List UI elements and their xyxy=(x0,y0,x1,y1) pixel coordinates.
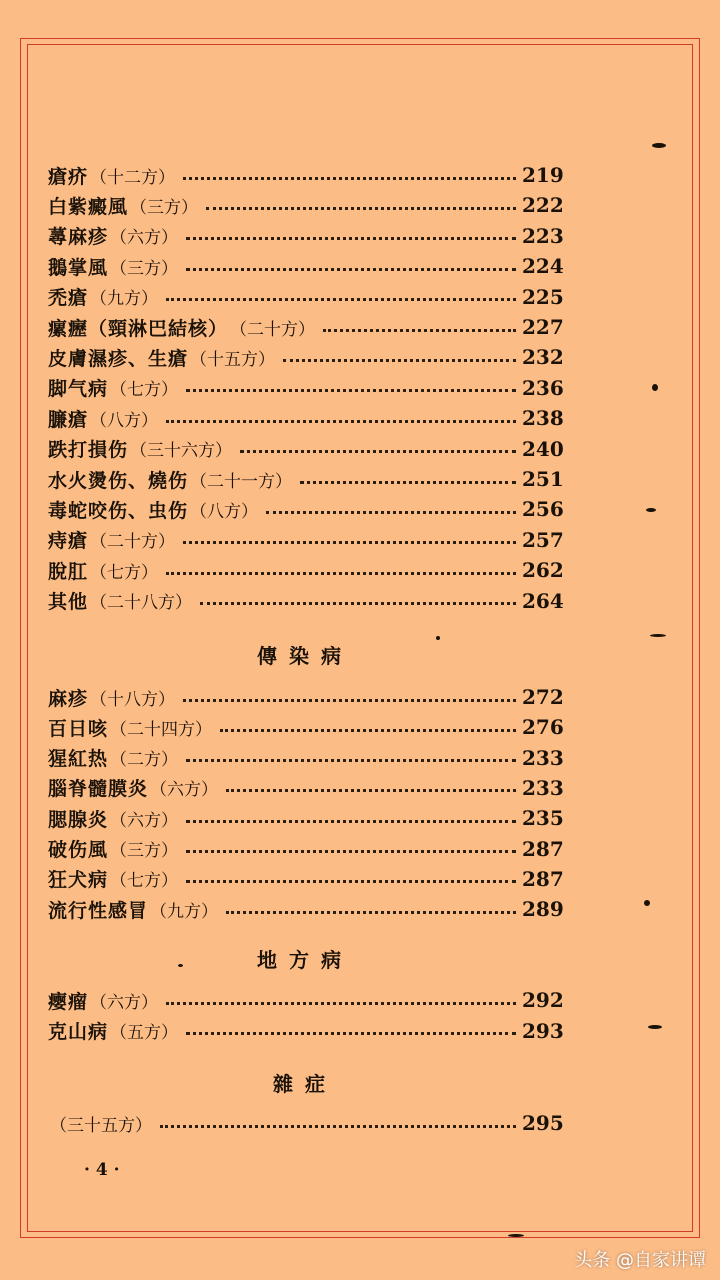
toc-entry-formula-count: （九方） xyxy=(90,289,159,310)
toc-entry-title: 水火燙伤、燒伤 xyxy=(48,469,189,492)
dot-leader xyxy=(226,789,516,792)
toc-entry-formula-count: （六方） xyxy=(110,810,179,831)
toc-entry-title: 脫肛 xyxy=(48,560,89,583)
toc-entry-formula-count: （三十五方） xyxy=(50,1115,152,1136)
dot-leader xyxy=(166,298,516,301)
dot-leader xyxy=(183,541,516,544)
toc-entry-formula-count: （三十六方） xyxy=(130,441,233,462)
toc-entry xyxy=(48,712,564,742)
toc-entry-formula-count: （五方） xyxy=(110,1023,179,1043)
toc-entry-title: 狂犬病 xyxy=(48,869,109,892)
toc-entry-formula-count: （三方） xyxy=(130,197,199,218)
toc-entry xyxy=(48,985,564,1015)
toc-entry-page-number: 293 xyxy=(522,1018,564,1043)
toc-entry-formula-count: （八方） xyxy=(90,410,159,431)
toc-entry xyxy=(48,403,564,433)
dot-leader xyxy=(166,420,516,423)
ink-speck xyxy=(650,634,666,637)
section-title-miscellaneous: 雜症 xyxy=(273,1072,337,1096)
toc-entry-page-number: 256 xyxy=(522,497,564,522)
toc-entry-title: 鵝掌風 xyxy=(48,256,109,279)
toc-entry-formula-count: （六方） xyxy=(150,780,219,801)
dot-leader xyxy=(283,359,516,362)
toc-entry-page-number: 224 xyxy=(522,254,564,279)
toc-entry xyxy=(48,221,564,251)
toc-entry-formula-count: （二十一方） xyxy=(190,471,293,492)
toc-entry-title: 破伤風 xyxy=(48,839,109,861)
dot-leader xyxy=(160,1125,516,1128)
dot-leader xyxy=(206,207,516,210)
dot-leader xyxy=(200,602,516,605)
toc-entry-title: 瘡疥 xyxy=(48,165,89,188)
toc-entry xyxy=(48,1016,564,1046)
page-number: · 4 · xyxy=(84,1160,120,1180)
toc-entry xyxy=(48,586,564,616)
dot-leader xyxy=(183,699,516,702)
toc-entry-page-number: 262 xyxy=(522,558,564,583)
toc-entry-title: 瘰癧（頸淋巴結核） xyxy=(48,317,229,340)
toc-entry-page-number: 222 xyxy=(522,193,564,218)
toc-entry-formula-count: （七方） xyxy=(110,380,179,401)
toc-entry xyxy=(48,494,564,524)
toc-entry-page-number: 289 xyxy=(522,897,564,922)
toc-entry-formula-count: （七方） xyxy=(90,562,159,583)
toc-entry-title: 猩紅热 xyxy=(48,748,109,771)
toc-entry-title: 禿瘡 xyxy=(48,287,89,310)
ink-speck xyxy=(178,964,183,967)
toc-entry-formula-count: （二方） xyxy=(110,750,179,771)
toc-entry xyxy=(48,342,564,372)
dot-leader xyxy=(186,820,516,823)
toc-entry-page-number: 292 xyxy=(522,988,564,1012)
toc-entry xyxy=(48,1108,564,1138)
toc-entry-page-number: 236 xyxy=(522,375,564,400)
dot-leader xyxy=(186,237,516,240)
toc-entry-page-number: 225 xyxy=(522,284,564,309)
toc-entry-formula-count: （十五方） xyxy=(190,349,276,370)
ink-speck xyxy=(646,508,656,512)
toc-entry-title: 跌打損伤 xyxy=(48,439,129,462)
toc-entry-formula-count: （九方） xyxy=(150,901,219,922)
dot-leader xyxy=(300,481,516,484)
toc-entry-title: 腮腺炎 xyxy=(48,808,109,831)
toc-entry-formula-count: （二十四方） xyxy=(110,719,213,740)
toc-entry-title: 毒蛇咬伤、虫伤 xyxy=(48,499,189,522)
toc-entry xyxy=(48,894,564,924)
toc-entry-page-number: 264 xyxy=(522,588,564,613)
dot-leader xyxy=(266,511,516,514)
toc-entry-formula-count: （二十八方） xyxy=(90,593,193,614)
toc-entry-page-number: 251 xyxy=(522,467,564,491)
toc-entry xyxy=(48,464,564,494)
toc-entry-page-number: 287 xyxy=(522,866,564,891)
toc-entry-page-number: 295 xyxy=(522,1111,564,1135)
toc-entry-page-number: 287 xyxy=(522,836,564,861)
toc-entry-formula-count: （三方） xyxy=(110,841,179,861)
toc-entry-page-number: 233 xyxy=(522,775,564,800)
toc-entry-formula-count: （八方） xyxy=(190,501,259,522)
dot-leader xyxy=(240,450,516,453)
toc-entry xyxy=(48,251,564,281)
toc-entry-page-number: 235 xyxy=(522,806,564,831)
dot-leader xyxy=(166,1002,516,1005)
ink-speck xyxy=(436,636,440,640)
toc-entry xyxy=(48,773,564,803)
toc-entry xyxy=(48,555,564,585)
toc-entry-page-number: 272 xyxy=(522,685,564,709)
dot-leader xyxy=(186,1032,516,1035)
dot-leader xyxy=(226,911,516,914)
toc-entry-formula-count: （六方） xyxy=(110,228,179,249)
toc-entry-page-number: 219 xyxy=(522,163,564,187)
toc-entry-formula-count: （十二方） xyxy=(90,167,176,188)
dot-leader xyxy=(186,850,516,853)
toc-entry-title: 脚气病 xyxy=(48,378,109,401)
toc-entry-title: 蕁麻疹 xyxy=(48,226,109,249)
toc-entry xyxy=(48,525,564,555)
toc-entry-formula-count: （十八方） xyxy=(90,689,176,710)
toc-entry-title: 克山病 xyxy=(48,1021,109,1043)
dot-leader xyxy=(220,729,516,732)
toc-entry-page-number: 232 xyxy=(522,345,564,370)
toc-entry-title: 百日咳 xyxy=(48,717,109,740)
toc-entry-formula-count: （三方） xyxy=(110,258,179,279)
toc-entry xyxy=(48,743,564,773)
ink-speck xyxy=(652,384,658,391)
toc-entry-title: 臁瘡 xyxy=(48,408,89,431)
toc-entry xyxy=(48,834,564,864)
toc-entry xyxy=(48,864,564,894)
toc-entry-page-number: 227 xyxy=(522,315,564,339)
toc-entry-formula-count: （六方） xyxy=(90,992,159,1013)
toc-entry xyxy=(48,282,564,312)
toc-entry-page-number: 238 xyxy=(522,406,564,431)
dot-leader xyxy=(323,329,516,332)
ink-speck xyxy=(652,143,666,148)
toc-entry xyxy=(48,160,564,190)
toc-entry-page-number: 223 xyxy=(522,223,564,248)
section-title-infectious: 傳染病 xyxy=(257,644,353,668)
toc-entry-page-number: 233 xyxy=(522,745,564,770)
toc-entry xyxy=(48,190,564,220)
section-title-endemic: 地方病 xyxy=(257,948,353,972)
toc-entry xyxy=(48,312,564,342)
toc-entry-formula-count: （二十方） xyxy=(90,532,176,553)
toc-entry-title: 麻疹 xyxy=(48,687,89,710)
toc-entry-formula-count: （七方） xyxy=(110,871,179,892)
toc-entry-formula-count: （二十方） xyxy=(230,319,316,340)
toc-entry-title: 痔瘡 xyxy=(48,530,89,553)
ink-speck xyxy=(508,1234,524,1237)
ink-speck xyxy=(648,1025,662,1029)
toc-entry-title: 瘿瘤 xyxy=(48,990,89,1013)
toc-entry-title: 白紫癜風 xyxy=(48,195,129,218)
dot-leader xyxy=(186,268,516,271)
watermark: 头条 @自家讲谭 xyxy=(574,1250,706,1271)
ink-speck xyxy=(644,900,650,906)
dot-leader xyxy=(186,759,516,762)
dot-leader xyxy=(186,880,516,883)
toc-entry-page-number: 240 xyxy=(522,436,564,461)
toc-entry xyxy=(48,682,564,712)
dot-leader xyxy=(183,177,516,180)
dot-leader xyxy=(166,572,516,575)
toc-entry-title: 流行性感冒 xyxy=(48,899,149,922)
toc-entry xyxy=(48,373,564,403)
toc-entry-title: 其他 xyxy=(48,591,89,614)
toc-entry-page-number: 257 xyxy=(522,527,564,552)
dot-leader xyxy=(186,389,516,392)
toc-entry xyxy=(48,803,564,833)
toc-entry-page-number: 276 xyxy=(522,715,564,740)
toc-entry xyxy=(48,434,564,464)
toc-entry-title: 皮膚濕疹、生瘡 xyxy=(48,347,189,370)
toc-entry-title: 腦脊髓膜炎 xyxy=(48,778,149,801)
